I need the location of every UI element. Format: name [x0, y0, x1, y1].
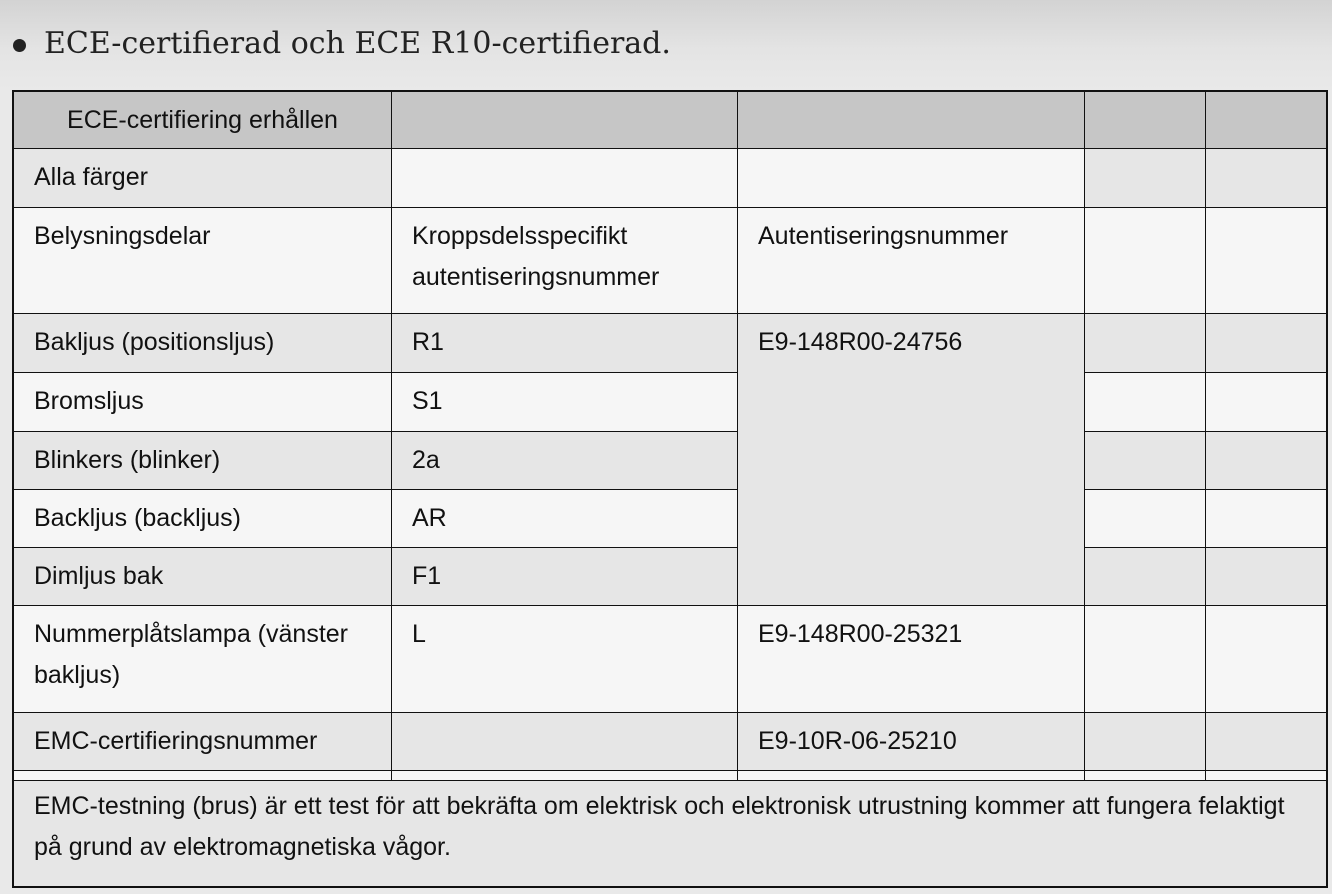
table-cell	[1085, 713, 1206, 771]
table-cell	[1085, 548, 1206, 606]
table-spacer-cell	[1206, 771, 1328, 781]
table-spacer-cell	[1085, 771, 1206, 781]
table-cell	[1206, 314, 1328, 373]
table-cell: Dimljus bak	[14, 548, 392, 606]
table-cell	[1206, 432, 1328, 490]
table-cell: Autentiseringsnummer	[738, 208, 1085, 314]
table-cell	[1206, 490, 1328, 548]
table-footnote: EMC-testning (brus) är ett test för att bekräfta om elektrisk och elektronisk utrustning kommer att fungera felaktigt på grund av elektromagnetiska vågor.	[14, 781, 1328, 888]
table-cell: AR	[392, 490, 738, 548]
table-spacer-cell	[738, 771, 1085, 781]
table-cell	[392, 149, 738, 208]
table-cell	[1085, 314, 1206, 373]
table-cell: L	[392, 606, 738, 713]
table-spacer-cell	[14, 771, 392, 781]
bullet-icon	[13, 39, 26, 52]
table-cell: 2a	[392, 432, 738, 490]
table-cell: Bakljus (positionsljus)	[14, 314, 392, 373]
table-cell: Blinkers (blinker)	[14, 432, 392, 490]
intro-bullet-text: ECE-certifierad och ECE R10-certifierad.	[44, 26, 671, 61]
table-cell: Bromsljus	[14, 373, 392, 432]
table-cell	[1206, 606, 1328, 713]
table-cell	[1206, 373, 1328, 432]
table-cell: Backljus (backljus)	[14, 490, 392, 548]
table-cell	[1085, 490, 1206, 548]
table-cell: Nummerplåtslampa (vänster bakljus)	[14, 606, 392, 713]
table-cell-merged: E9-148R00-24756	[738, 314, 1085, 606]
table-cell	[738, 149, 1085, 208]
table-cell: EMC-certifieringsnummer	[14, 713, 392, 771]
table-header-cell	[392, 92, 738, 149]
table-cell	[1085, 373, 1206, 432]
table-cell: E9-10R-06-25210	[738, 713, 1085, 771]
table-cell	[1206, 713, 1328, 771]
table-header-cell: ECE-certifiering erhållen	[14, 92, 392, 149]
certification-table	[12, 90, 1328, 888]
table-header-cell	[738, 92, 1085, 149]
table-cell: R1	[392, 314, 738, 373]
table-cell: E9-148R00-25321	[738, 606, 1085, 713]
table-spacer-cell	[392, 771, 738, 781]
table-cell	[1206, 149, 1328, 208]
table-cell: Belysningsdelar	[14, 208, 392, 314]
table-cell	[1206, 208, 1328, 314]
table-cell	[392, 713, 738, 771]
table-header-cell	[1206, 92, 1328, 149]
table-cell	[1085, 208, 1206, 314]
table-cell	[1085, 606, 1206, 713]
table-cell: S1	[392, 373, 738, 432]
table-cell	[1085, 432, 1206, 490]
table-header-cell	[1085, 92, 1206, 149]
table-cell: Alla färger	[14, 149, 392, 208]
table-cell	[1085, 149, 1206, 208]
table-cell	[1206, 548, 1328, 606]
table-cell: F1	[392, 548, 738, 606]
table-cell: Kroppsdelsspecifikt autentiseringsnummer	[392, 208, 738, 314]
